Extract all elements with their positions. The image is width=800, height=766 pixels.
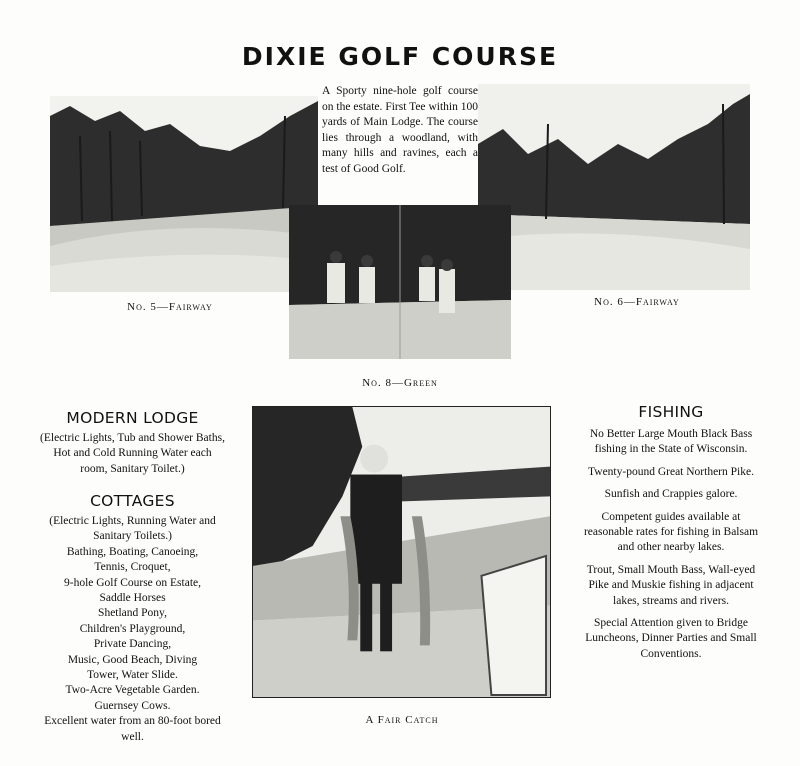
caption-fair-catch: A Fair Catch (365, 714, 439, 726)
list-item: Private Dancing, (93, 638, 172, 651)
photo-fair-catch (252, 406, 551, 698)
lodge-details: (Electric Lights, Tub and Shower Baths, Hot and Cold Running Water each room, Sanitary Toilet.) (40, 432, 225, 475)
cottages-list (40, 514, 225, 745)
cottages-heading: COTTAGES (90, 492, 175, 510)
list-item: Bathing, Boating, Canoeing, (66, 545, 199, 558)
fishing-heading: FISHING (638, 403, 704, 421)
list-item: Music, Good Beach, Diving (67, 653, 198, 666)
caption-green-8: No. 8—Green (362, 377, 438, 389)
list-item: Saddle Horses (99, 592, 166, 605)
list-item: Tennis, Croquet, (94, 561, 171, 574)
list-item: Competent guides available at reasonable rates for fishing in Balsam and other nearby lakes. (583, 510, 759, 554)
list-item: Two-Acre Vegetable Garden. (65, 684, 200, 697)
golf-course-intro: A Sporty nine-hole golf course on the estate. First Tee within 100 yards of Main Lodge. The course lies through a woodland, with many hills and ravines, each a test of Good Golf. (322, 85, 478, 175)
photo-fairway-6 (478, 84, 750, 290)
list-item: Shetland Pony, (98, 607, 167, 620)
fishing-list (576, 427, 766, 669)
list-item: Sunfish and Crappies galore. (604, 488, 738, 501)
lodge-heading: MODERN LODGE (66, 409, 199, 427)
caption-fairway-6: No. 6—Fairway (594, 296, 680, 308)
cottages-details: (Electric Lights, Running Water and Sanitary Toilets.) (49, 515, 216, 543)
photo-green-8 (289, 205, 511, 359)
list-item: No Better Large Mouth Black Bass fishing in the State of Wisconsin. (589, 428, 753, 456)
list-item: Guernsey Cows. (94, 699, 171, 712)
list-item: Children's Playground, (79, 622, 186, 635)
list-item: 9-hole Golf Course on Estate, (63, 576, 201, 589)
caption-fairway-5: No. 5—Fairway (127, 301, 213, 313)
list-item: Trout, Small Mouth Bass, Wall-eyed Pike and Muskie fishing in adjacent lakes, streams and rivers. (586, 563, 756, 607)
page-title: DIXIE GOLF COURSE (241, 42, 559, 71)
list-item: Excellent water from an 80-foot bored well. (44, 715, 221, 743)
list-item: Special Attention given to Bridge Luncheons, Dinner Parties and Small Conventions. (585, 617, 757, 660)
list-item: Tower, Water Slide. (87, 669, 178, 682)
list-item: Twenty-pound Great Northern Pike. (588, 465, 754, 478)
photo-fairway-5 (50, 96, 318, 292)
